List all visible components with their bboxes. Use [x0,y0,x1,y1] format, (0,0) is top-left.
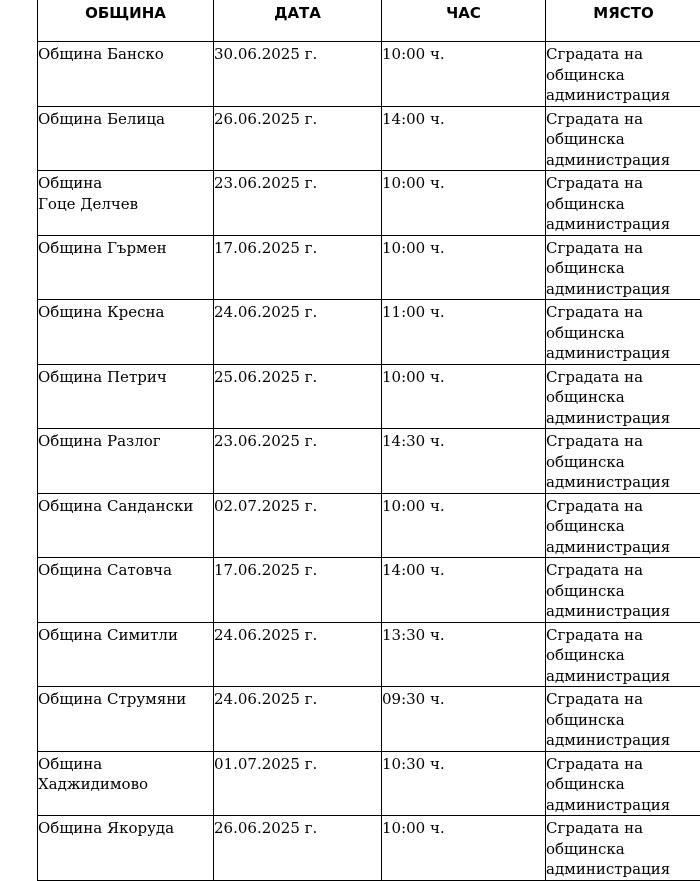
municipality-cell: Община Банско [38,42,214,107]
table-row [38,171,700,236]
time-cell: 14:00 ч. [382,106,546,171]
table-row [38,558,700,623]
municipality-cell: Община Гърмен [38,235,214,300]
header-row [38,0,700,42]
municipality-cell: Община Разлог [38,429,214,494]
date-cell: 25.06.2025 г. [214,364,382,429]
date-cell: 17.06.2025 г. [214,235,382,300]
date-cell: 23.06.2025 г. [214,429,382,494]
table-row [38,235,700,300]
table-header [38,0,700,42]
date-cell: 30.06.2025 г. [214,42,382,107]
date-cell: 01.07.2025 г. [214,751,382,816]
time-cell: 10:00 ч. [382,816,546,881]
time-cell: 10:00 ч. [382,235,546,300]
place-cell: Сградата на общинска администрация [546,42,700,107]
time-cell: 14:30 ч. [382,429,546,494]
municipality-cell: Община Якоруда [38,816,214,881]
time-cell: 10:00 ч. [382,171,546,236]
date-cell: 02.07.2025 г. [214,493,382,558]
place-cell: Сградата на общинска администрация [546,171,700,236]
municipality-cell: Община Кресна [38,300,214,365]
municipality-cell: Община Петрич [38,364,214,429]
place-cell: Сградата на общинска администрация [546,300,700,365]
table-row [38,106,700,171]
municipality-cell: Община Сатовча [38,558,214,623]
table-row [38,751,700,816]
place-cell: Сградата на общинска администрация [546,364,700,429]
date-cell: 17.06.2025 г. [214,558,382,623]
table-row [38,364,700,429]
time-cell: 10:00 ч. [382,42,546,107]
municipality-cell: Община Симитли [38,622,214,687]
place-cell: Сградата на общинска администрация [546,429,700,494]
table-row [38,816,700,881]
table-row [38,429,700,494]
date-cell: 26.06.2025 г. [214,106,382,171]
date-cell: 24.06.2025 г. [214,300,382,365]
header-municipality: ОБЩИНА [38,0,214,42]
time-cell: 10:30 ч. [382,751,546,816]
place-cell: Сградата на общинска администрация [546,106,700,171]
time-cell: 11:00 ч. [382,300,546,365]
municipality-cell: Община Струмяни [38,687,214,752]
table-row [38,493,700,558]
table-row [38,687,700,752]
municipality-cell: Община Белица [38,106,214,171]
date-cell: 24.06.2025 г. [214,687,382,752]
time-cell: 13:30 ч. [382,622,546,687]
place-cell: Сградата на общинска администрация [546,687,700,752]
header-time: ЧАС [382,0,546,42]
municipality-cell: Община Гоце Делчев [38,171,214,236]
place-cell: Сградата на общинска администрация [546,493,700,558]
municipality-cell: Община Сандански [38,493,214,558]
date-cell: 26.06.2025 г. [214,816,382,881]
place-cell: Сградата на общинска администрация [546,751,700,816]
time-cell: 10:00 ч. [382,493,546,558]
table-row [38,622,700,687]
place-cell: Сградата на общинска администрация [546,558,700,623]
place-cell: Сградата на общинска администрация [546,816,700,881]
municipality-cell: Община Хаджидимово [38,751,214,816]
table-body [38,42,700,881]
date-cell: 23.06.2025 г. [214,171,382,236]
table-row [38,42,700,107]
header-place: МЯСТО [546,0,700,42]
table-row [38,300,700,365]
place-cell: Сградата на общинска администрация [546,235,700,300]
place-cell: Сградата на общинска администрация [546,622,700,687]
time-cell: 14:00 ч. [382,558,546,623]
schedule-table [37,0,700,881]
header-date: ДАТА [214,0,382,42]
date-cell: 24.06.2025 г. [214,622,382,687]
time-cell: 10:00 ч. [382,364,546,429]
time-cell: 09:30 ч. [382,687,546,752]
